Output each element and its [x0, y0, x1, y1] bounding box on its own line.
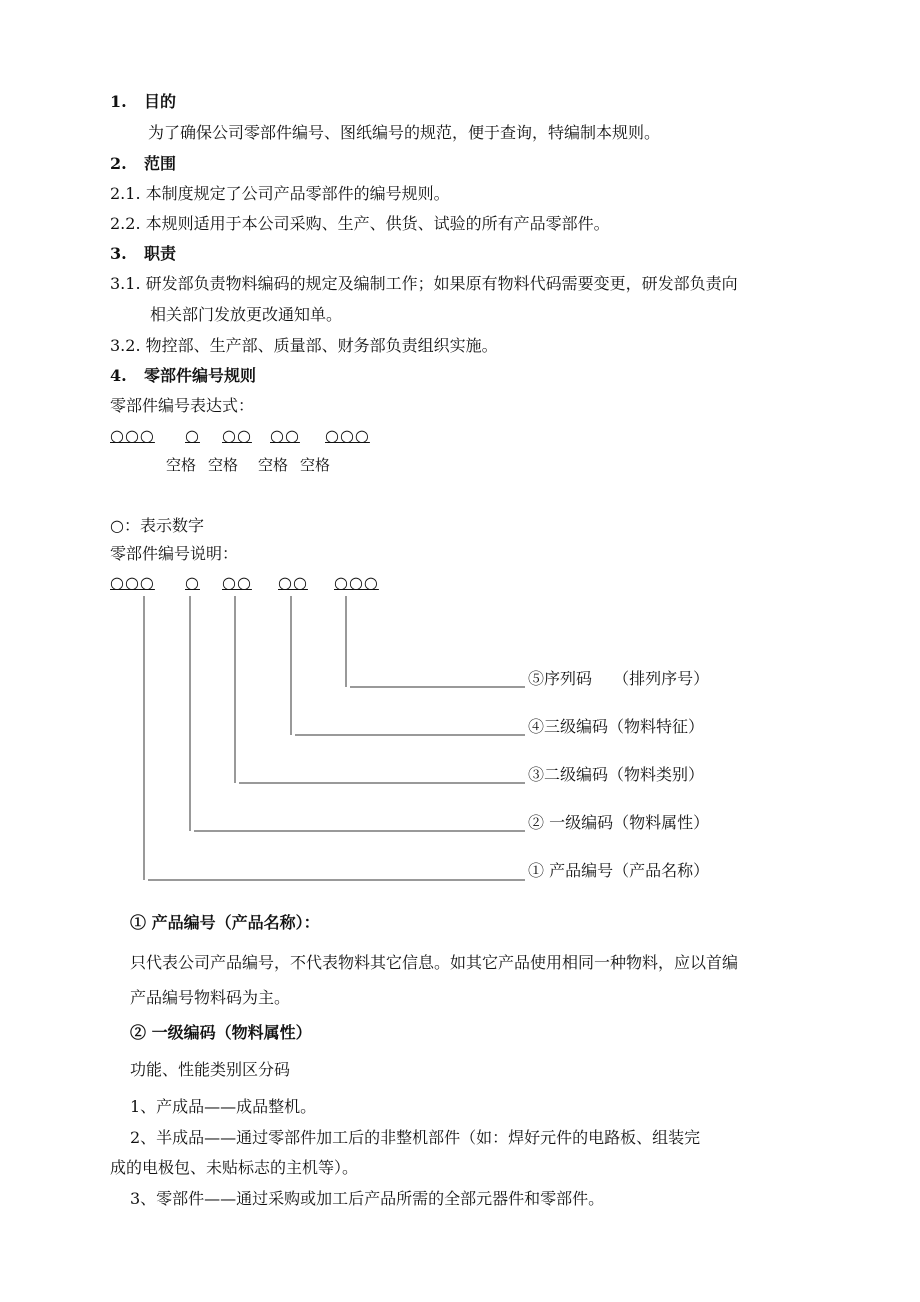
space-label-1: 空格 [166, 456, 197, 474]
list-item-2-continued: 成的电极包、未贴标志的主机等）。 [110, 1158, 359, 1177]
section-1-title: 目的 [144, 92, 177, 111]
section-4-title: 零部件编号规则 [144, 366, 257, 385]
tree-label-level-3: ④三级编码（物料特征） [528, 717, 705, 736]
detail-heading-product: ① 产品编号（产品名称）： [130, 913, 320, 932]
section-3-number: 3. [110, 244, 127, 263]
tree-label-serial: ⑤序列码 （排列序号） [528, 669, 710, 688]
clause-3-1: 3.1. 研发部负责物料编码的规定及编制工作；如果原有物料代码需要变更，研发部负责向 [110, 274, 738, 293]
list-item-2: 2、半成品——通过零部件加工后的非整机部件（如：焊好元件的电路板、组装完 [130, 1128, 701, 1147]
tree-label-level-1: ② 一级编码（物料属性） [528, 813, 710, 832]
clause-3-2: 3.2. 物控部、生产部、质量部、财务部负责组织实施。 [110, 336, 498, 355]
section-1-body: 为了确保公司零部件编号、图纸编号的规范，便于查询，特编制本规则。 [148, 123, 661, 142]
space-label-4: 空格 [300, 456, 331, 474]
detail-product-line-2: 产品编号物料码为主。 [130, 988, 291, 1007]
explanation-group-4: ○○ [278, 573, 308, 592]
detail-heading-level-1: ② 一级编码（物料属性） [130, 1023, 312, 1042]
detail-product-line-1: 只代表公司产品编号，不代表物料其它信息。如其它产品使用相同一种物料，应以首编 [130, 953, 739, 972]
list-item-1: 1、产成品——成品整机。 [130, 1097, 317, 1116]
expression-label: 零部件编号表达式： [110, 396, 255, 415]
space-label-2: 空格 [208, 456, 239, 474]
space-label-3: 空格 [258, 456, 289, 474]
clause-2-1: 2.1. 本制度规定了公司产品零部件的编号规则。 [110, 184, 450, 203]
explanation-group-5: ○○○ [334, 573, 379, 592]
explanation-group-3: ○○ [222, 573, 252, 592]
clause-3-1-continued: 相关部门发放更改通知单。 [150, 305, 343, 324]
circle-legend: ○：表示数字 [110, 516, 204, 535]
section-1-number: 1. [110, 92, 127, 111]
tree-label-product: ① 产品编号（产品名称） [528, 861, 710, 880]
tree-label-level-2: ③二级编码（物料类别） [528, 765, 705, 784]
section-3-title: 职责 [144, 244, 177, 263]
explanation-label: 零部件编号说明： [110, 544, 239, 563]
explanation-group-2: ○ [185, 573, 200, 592]
expression-group-1: ○○○ [110, 426, 155, 445]
expression-group-5: ○○○ [325, 426, 370, 445]
explanation-group-1: ○○○ [110, 573, 155, 592]
expression-group-3: ○○ [222, 426, 252, 445]
detail-level-1-desc: 功能、性能类别区分码 [130, 1060, 291, 1079]
section-2-title: 范围 [144, 154, 177, 173]
clause-2-2: 2.2. 本规则适用于本公司采购、生产、供货、试验的所有产品零部件。 [110, 214, 610, 233]
section-4-number: 4. [110, 366, 127, 385]
section-2-number: 2. [110, 154, 127, 173]
expression-group-4: ○○ [270, 426, 300, 445]
list-item-3: 3、零部件——通过采购或加工后产品所需的全部元器件和零部件。 [130, 1189, 605, 1208]
expression-group-2: ○ [185, 426, 200, 445]
